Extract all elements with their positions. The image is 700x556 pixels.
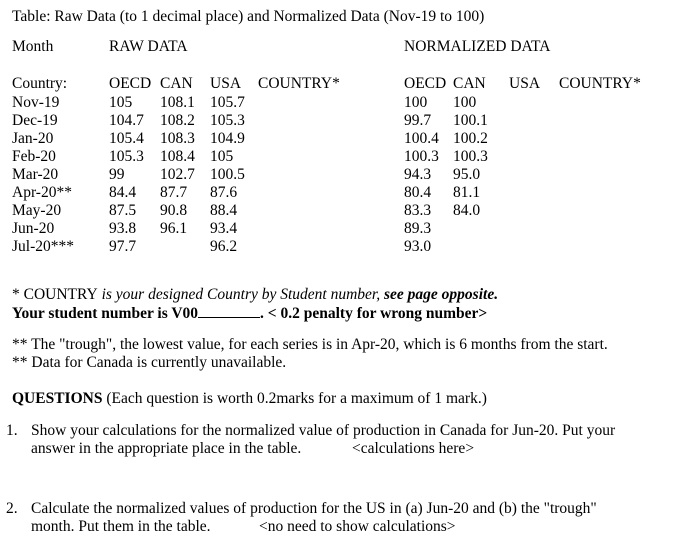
raw-usa-cell: 93.4	[210, 220, 238, 237]
raw-oecd-column	[109, 94, 144, 256]
country-row-label: Country:	[12, 75, 68, 92]
raw-can-cell: 87.7	[160, 184, 188, 201]
country-note	[12, 286, 498, 304]
norm-oecd-cell: 100	[404, 94, 428, 111]
student-number-blank[interactable]	[198, 304, 260, 318]
raw-col-usa: USA	[210, 75, 242, 92]
raw-usa-cell: 105.3	[210, 112, 245, 129]
norm-oecd-cell: 83.3	[404, 202, 432, 219]
raw-oecd-cell: 105.4	[109, 130, 144, 147]
norm-can-cell	[453, 238, 488, 256]
raw-can-cell: 108.3	[160, 130, 195, 147]
norm-can-column	[453, 94, 488, 256]
country-note-text: is your designed Country by Student number,	[97, 286, 384, 303]
norm-can-cell	[453, 220, 488, 238]
norm-col-oecd: OECD	[404, 75, 447, 92]
canada-note: ** Data for Canada is currently unavailable.	[12, 354, 287, 371]
q2-number: 2.	[6, 500, 18, 517]
raw-oecd-cell: 99	[109, 166, 125, 183]
raw-usa-cell: 105.7	[210, 94, 245, 111]
raw-can-column	[160, 94, 195, 256]
normalized-data-header: NORMALIZED DATA	[404, 38, 551, 55]
see-page-note: see page opposite.	[384, 286, 499, 303]
norm-col-can: CAN	[453, 75, 486, 92]
norm-can-cell: 81.1	[453, 184, 481, 201]
raw-usa-cell: 105	[210, 148, 234, 165]
raw-col-can: CAN	[160, 75, 193, 92]
raw-oecd-cell: 105	[109, 94, 133, 111]
questions-heading-bold: QUESTIONS	[12, 390, 103, 407]
q2-hint: <no need to show calculations>	[259, 518, 456, 535]
q2-line1: Calculate the normalized values of production for the US in (a) Jun-20 and (b) the "trough"	[31, 500, 597, 517]
raw-oecd-cell: 84.4	[109, 184, 137, 201]
raw-oecd-cell: 104.7	[109, 112, 144, 129]
table-title: Table: Raw Data (to 1 decimal place) and Normalized Data (Nov-19 to 100)	[12, 8, 485, 25]
norm-col-country: COUNTRY*	[559, 75, 641, 92]
norm-can-cell: 100.1	[453, 112, 488, 129]
raw-oecd-cell: 105.3	[109, 148, 144, 165]
q2-line2: month. Put them in the table.	[31, 518, 211, 535]
month-cell: Jun-20	[12, 220, 55, 237]
norm-oecd-cell: 94.3	[404, 166, 432, 183]
student-number-line	[12, 304, 487, 323]
penalty-note: . < 0.2 penalty for wrong number>	[260, 305, 488, 322]
raw-usa-column	[210, 94, 245, 256]
raw-can-cell: 102.7	[160, 166, 195, 183]
country-note-star: * COUNTRY	[12, 286, 98, 303]
norm-oecd-cell: 89.3	[404, 220, 432, 237]
raw-oecd-cell: 97.7	[109, 238, 137, 255]
norm-oecd-cell: 100.4	[404, 130, 439, 147]
raw-col-oecd: OECD	[109, 75, 152, 92]
raw-usa-cell: 96.2	[210, 238, 238, 255]
student-number-label: Your student number is V00	[12, 305, 199, 322]
trough-note: ** The "trough", the lowest value, for each series is in Apr-20, which is 6 months from the start.	[12, 336, 608, 353]
month-cell: Apr-20**	[12, 184, 72, 201]
norm-oecd-cell: 80.4	[404, 184, 432, 201]
norm-can-cell: 84.0	[453, 202, 481, 219]
raw-oecd-cell: 93.8	[109, 220, 137, 237]
month-cell: Mar-20	[12, 166, 59, 183]
q1-line2: answer in the appropriate place in the table.	[31, 440, 302, 457]
questions-heading-rest: (Each question is worth 0.2marks for a maximum of 1 mark.)	[102, 390, 487, 407]
raw-can-cell: 108.2	[160, 112, 195, 129]
norm-oecd-column	[404, 94, 439, 256]
month-cell: Nov-19	[12, 94, 60, 111]
raw-usa-cell: 104.9	[210, 130, 245, 147]
raw-usa-cell: 88.4	[210, 202, 238, 219]
norm-col-usa: USA	[509, 75, 541, 92]
q1-hint: <calculations here>	[352, 440, 475, 457]
norm-can-cell: 100.2	[453, 130, 488, 147]
month-cell: Dec-19	[12, 112, 58, 129]
q1-number: 1.	[6, 422, 18, 439]
raw-can-cell	[160, 238, 195, 256]
month-cell: May-20	[12, 202, 62, 219]
month-header: Month	[12, 38, 54, 55]
month-column	[12, 94, 74, 256]
norm-can-cell: 100.3	[453, 148, 488, 165]
raw-can-cell: 108.1	[160, 94, 195, 111]
norm-can-cell: 95.0	[453, 166, 481, 183]
raw-can-cell: 96.1	[160, 220, 188, 237]
month-cell: Jul-20***	[12, 238, 74, 255]
norm-oecd-cell: 100.3	[404, 148, 439, 165]
q1-line1: Show your calculations for the normalized value of production in Canada for Jun-20. Put your	[31, 422, 616, 439]
questions-heading	[12, 390, 487, 408]
month-cell: Jan-20	[12, 130, 54, 147]
norm-oecd-cell: 93.0	[404, 238, 432, 255]
raw-usa-cell: 87.6	[210, 184, 238, 201]
raw-oecd-cell: 87.5	[109, 202, 137, 219]
raw-data-header: RAW DATA	[109, 38, 188, 55]
raw-can-cell: 108.4	[160, 148, 195, 165]
raw-can-cell: 90.8	[160, 202, 188, 219]
raw-col-country: COUNTRY*	[258, 75, 340, 92]
norm-oecd-cell: 99.7	[404, 112, 432, 129]
raw-usa-cell: 100.5	[210, 166, 245, 183]
norm-can-cell: 100	[453, 94, 477, 111]
month-cell: Feb-20	[12, 148, 56, 165]
